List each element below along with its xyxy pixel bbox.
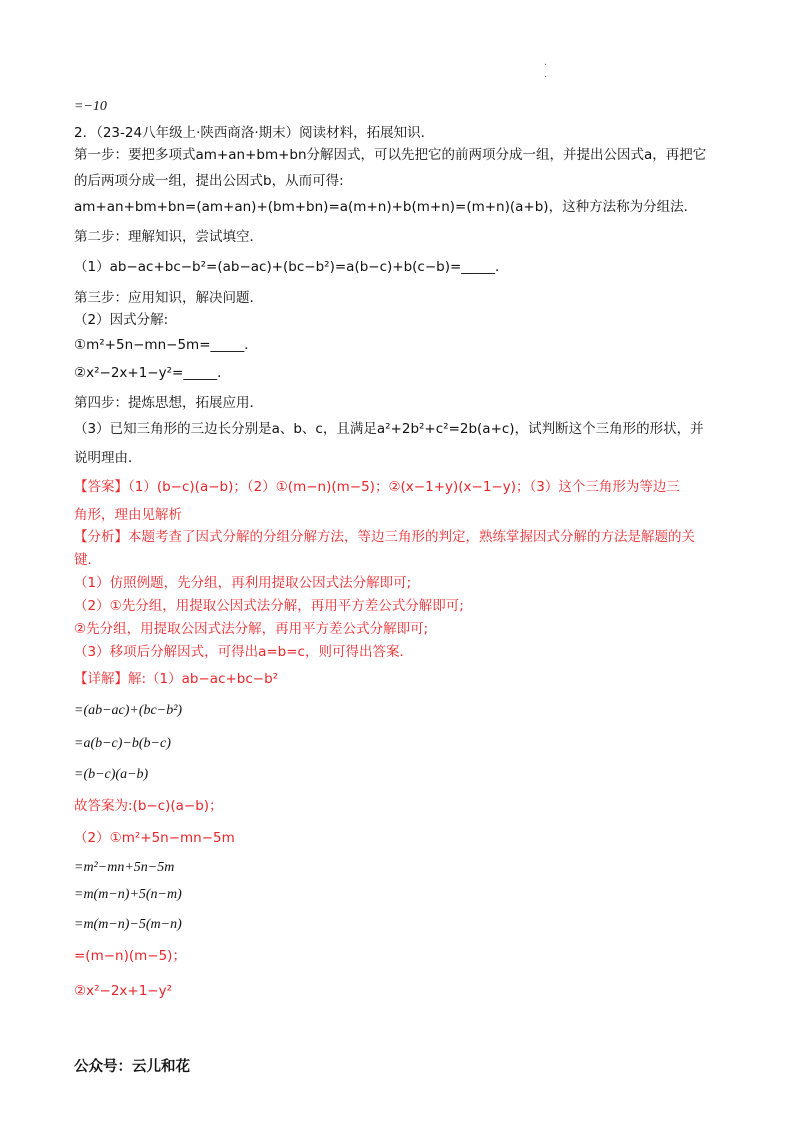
analysis-item-3: ②先分组，用提取公因式法分解，再用平方差公式分解即可; <box>74 621 429 637</box>
question-part-3-line-1: （3）已知三角形的三边长分别是a、b、c，且满足a²+2b²+c²=2b(a+c)，试判断这个三角形的形状，并 <box>74 421 704 437</box>
step-three-heading: 第三步：应用知识，解决问题． <box>74 290 263 306</box>
solution-step: =m(m−n)−5(m−n) <box>74 917 182 932</box>
solution-part-2-heading: （2）①m²+5n−mn−5m <box>74 830 235 846</box>
question-part-2-item-1: ①m²+5n−mn−5m=_____． <box>74 337 258 353</box>
grouping-example-formula: am+an+bm+bn=(am+an)+(bm+bn)=a(m+n)+b(m+n)=(m+n)(a+b)，这种方法称为分组法． <box>74 199 698 215</box>
page-mark-dot: . <box>544 69 548 80</box>
analysis-item-4: （3）移项后分解因式，可得出a=b=c，则可得出答案． <box>74 644 413 660</box>
question-part-1: （1）ab−ac+bc−b²=(ab−ac)+(bc−b²)=a(b−c)+b(c−b)=_____． <box>74 259 509 275</box>
step-one-line-1: 第一步：要把多项式am+an+bm+bn分解因式，可以先把它的前两项分成一组，并提出公因式a，再把它 <box>74 147 707 163</box>
answer-conclusion: 故答案为:(b−c)(a−b)； <box>74 798 223 814</box>
solution-step: =(ab−ac)+(bc−b²) <box>74 703 183 718</box>
solution-part-2-item-2: ②x²−2x+1−y² <box>74 983 173 999</box>
solution-step: =m(m−n)+5(n−m) <box>74 887 182 902</box>
step-one-line-2: 的后两项分成一组，提出公因式b，从而可得: <box>74 173 344 189</box>
question-header: 2．（23-24八年级上·陕西商洛·期末）阅读材料，拓展知识． <box>74 125 435 141</box>
result-line: =−10 <box>74 99 107 114</box>
answer-line-2: 角形，理由见解析 <box>74 507 182 523</box>
footer-account-label: 公众号：云儿和花 <box>74 1059 190 1075</box>
question-part-2-label: （2）因式分解: <box>74 312 169 328</box>
question-part-2-item-2: ②x²−2x+1−y²=_____． <box>74 365 231 381</box>
analysis-item-1: （1）仿照例题，先分组，再利用提取公因式法分解即可; <box>74 575 412 591</box>
answer-line-1: 【答案】（1）(b−c)(a−b)；（2）①(m−n)(m−5)；②(x−1+y)(x−1−y)；（3）这个三角形为等边三 <box>74 479 680 495</box>
analysis-line-2: 键． <box>74 552 101 568</box>
detail-heading: 【详解】解:（1）ab−ac+bc−b² <box>74 671 279 687</box>
solution-result: =(m−n)(m−5)； <box>74 948 186 964</box>
page-mark-dot: . <box>544 57 548 68</box>
analysis-line-1: 【分析】本题考查了因式分解的分组分解方法，等边三角形的判定，熟练掌握因式分解的方法是解题的关 <box>74 529 695 545</box>
step-four-heading: 第四步：提炼思想，拓展应用． <box>74 395 263 411</box>
solution-step: =m²−mn+5n−5m <box>74 860 175 875</box>
step-two-heading: 第二步：理解知识，尝试填空． <box>74 229 263 245</box>
question-part-3-line-2: 说明理由． <box>74 450 142 466</box>
solution-step: =a(b−c)−b(b−c) <box>74 736 171 751</box>
solution-step: =(b−c)(a−b) <box>74 767 149 782</box>
analysis-item-2: （2）①先分组，用提取公因式法分解，再用平方差公式分解即可; <box>74 598 464 614</box>
